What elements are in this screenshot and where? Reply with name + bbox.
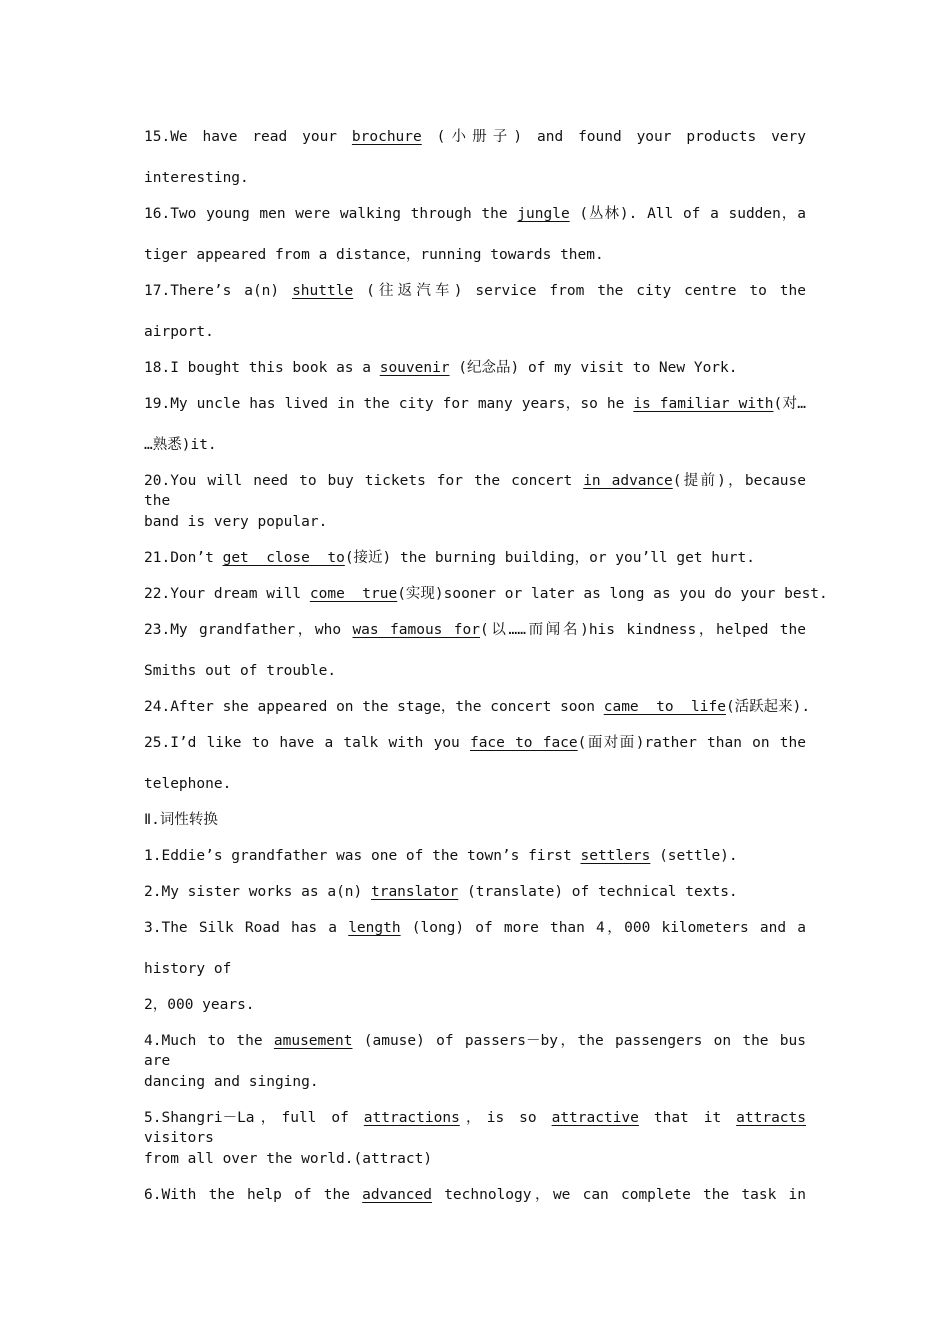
- conversion-4-line-2: dancing and singing.: [144, 1074, 319, 1090]
- question-16-line-1: 16.Two young men were walking through the jungle (丛林). All of a sudden，a: [144, 206, 806, 222]
- answer-blank: attracts: [736, 1110, 806, 1126]
- answer-blank: advanced: [362, 1187, 432, 1203]
- question-25-line-2: telephone.: [144, 776, 232, 792]
- question-19-line-1: 19.My uncle has lived in the city for many years，so he is familiar with(对…: [144, 396, 806, 412]
- section-heading: Ⅱ.词性转换: [144, 812, 218, 828]
- answer-blank: souvenir: [379, 360, 450, 376]
- answer-blank: was famous for: [352, 622, 480, 638]
- answer-blank: is familiar with: [633, 396, 774, 412]
- conversion-1-line-1: 1.Eddie’s grandfather was one of the town’s first settlers (settle).: [144, 848, 738, 864]
- conversion-3-line-3: 2，000 years.: [144, 997, 255, 1013]
- question-17-line-1: 17.There’s a(n) shuttle (往返汽车) service from the city centre to the: [144, 283, 806, 299]
- answer-blank: came to life: [603, 699, 726, 715]
- question-15-line-1: 15.We have read your brochure (小册子) and found your products very: [144, 129, 806, 145]
- answer-blank: amusement: [273, 1033, 353, 1049]
- answer-blank: attractions: [363, 1110, 460, 1126]
- question-17-line-2: airport.: [144, 324, 214, 340]
- question-20-line-1: 20.You will need to buy tickets for the concert in advance(提前)，because the: [144, 473, 806, 509]
- answer-blank: shuttle: [292, 283, 354, 299]
- answer-blank: come true: [309, 586, 398, 602]
- question-16-line-2: tiger appeared from a distance，running towards them.: [144, 247, 604, 263]
- question-25-line-1: 25.I’d like to have a talk with you face to face(面对面)rather than on the: [144, 735, 806, 751]
- answer-blank: in advance: [583, 473, 673, 489]
- conversion-4-line-1: 4.Much to the amusement (amuse) of passers－by，the passengers on the bus are: [144, 1033, 806, 1069]
- question-20-line-2: band is very popular.: [144, 514, 328, 530]
- question-19-line-2: …熟悉)it.: [144, 437, 217, 453]
- answer-blank: translator: [370, 884, 459, 900]
- question-24-line-1: 24.After she appeared on the stage，the concert soon came to life(活跃起来).: [144, 699, 811, 715]
- answer-blank: settlers: [580, 848, 651, 864]
- answer-blank: length: [348, 920, 401, 936]
- question-23-line-1: 23.My grandfather，who was famous for(以……而闻名)his kindness，helped the: [144, 622, 806, 638]
- question-18-line-1: 18.I bought this book as a souvenir (纪念品) of my visit to New York.: [144, 360, 738, 376]
- question-15-line-2: interesting.: [144, 170, 249, 186]
- answer-blank: brochure: [351, 129, 422, 145]
- answer-blank: attractive: [551, 1110, 639, 1126]
- conversion-2-line-1: 2.My sister works as a(n) translator (translate) of technical texts.: [144, 884, 738, 900]
- conversion-3-line-2: history of: [144, 961, 232, 977]
- conversion-5-line-2: from all over the world.(attract): [144, 1151, 433, 1167]
- conversion-6-line-1: 6.With the help of the advanced technology，we can complete the task in: [144, 1187, 806, 1203]
- conversion-3-line-1: 3.The Silk Road has a length (long) of more than 4，000 kilometers and a: [144, 920, 806, 936]
- answer-blank: get close to: [222, 550, 345, 566]
- conversion-5-line-1: 5.Shangri－La，full of attractions，is so attractive that it attracts visitors: [144, 1110, 806, 1146]
- answer-blank: jungle: [517, 206, 570, 222]
- question-21-line-1: 21.Don’t get close to(接近) the burning building，or you’ll get hurt.: [144, 550, 755, 566]
- question-22-line-1: 22.Your dream will come true(实现)sooner or later as long as you do your best.: [144, 586, 828, 602]
- question-23-line-2: Smiths out of trouble.: [144, 663, 337, 679]
- answer-blank: face to face: [469, 735, 578, 751]
